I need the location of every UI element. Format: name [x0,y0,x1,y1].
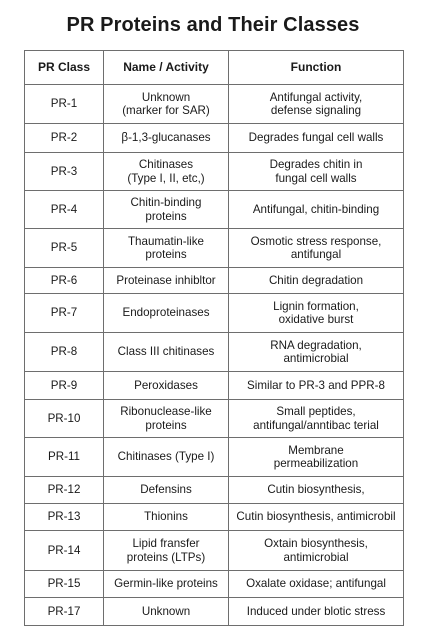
function-cell: Cutin biosynthesis, [229,477,404,504]
function-cell: Induced under blotic stress [229,598,404,626]
function-cell: Lignin formation, oxidative burst [229,294,404,333]
pr-class-cell: PR-12 [25,477,104,504]
name-activity-cell: Chitinases (Type I) [104,438,229,477]
name-activity-cell: Thionins [104,504,229,531]
pr-class-cell: PR-5 [25,229,104,268]
table-row [25,333,404,372]
name-activity-cell: Peroxidases [104,372,229,400]
pr-class-cell: PR-15 [25,571,104,598]
name-activity-cell: Thaumatin-like proteins [104,229,229,268]
pr-class-cell: PR-10 [25,400,104,438]
name-activity-cell: Class III chitinases [104,333,229,372]
table-header-row [25,51,404,85]
function-cell: Antifungal activity, defense signaling [229,85,404,124]
name-activity-cell: Chitin-binding proteins [104,191,229,229]
table-row [25,268,404,294]
table-row [25,85,404,124]
name-activity-cell: Germin-like proteins [104,571,229,598]
table-row [25,400,404,438]
pr-class-cell: PR-3 [25,153,104,191]
table-row [25,598,404,626]
name-activity-cell: Proteinase inhibltor [104,268,229,294]
pr-class-cell: PR-14 [25,531,104,571]
function-cell: Cutin biosynthesis, antimicrobil [229,504,404,531]
pr-proteins-table [24,50,404,626]
table-row [25,438,404,477]
table-row [25,504,404,531]
function-cell: Small peptides, antifungal/anntibac terial [229,400,404,438]
table-row [25,477,404,504]
name-activity-cell: Endoproteinases [104,294,229,333]
function-cell: Chitin degradation [229,268,404,294]
name-activity-cell: Ribonuclease-like proteins [104,400,229,438]
pr-class-cell: PR-1 [25,85,104,124]
name-activity-cell: Unknown [104,598,229,626]
pr-class-cell: PR-7 [25,294,104,333]
function-cell: Antifungal, chitin-binding [229,191,404,229]
name-activity-cell: Unknown (marker for SAR) [104,85,229,124]
function-cell: RNA degradation, antimicrobial [229,333,404,372]
function-cell: Membrane permeabilization [229,438,404,477]
name-activity-cell: Lipid fransfer proteins (LTPs) [104,531,229,571]
function-cell: Oxtain biosynthesis, antimicrobial [229,531,404,571]
function-cell: Degrades fungal cell walls [229,124,404,153]
table-row [25,531,404,571]
table-row [25,124,404,153]
table-row [25,153,404,191]
name-activity-cell: β-1,3-glucanases [104,124,229,153]
column-header-function: Function [229,51,404,85]
pr-class-cell: PR-13 [25,504,104,531]
name-activity-cell: Defensins [104,477,229,504]
function-cell: Similar to PR-3 and PPR-8 [229,372,404,400]
name-activity-cell: Chitinases (Type I, II, etc,) [104,153,229,191]
column-header-pr-class: PR Class [25,51,104,85]
function-cell: Degrades chitin in fungal cell walls [229,153,404,191]
table-row [25,571,404,598]
function-cell: Osmotic stress response, antifungal [229,229,404,268]
pr-class-cell: PR-4 [25,191,104,229]
table-row [25,191,404,229]
pr-class-cell: PR-6 [25,268,104,294]
table-row [25,229,404,268]
table-row [25,294,404,333]
pr-class-cell: PR-8 [25,333,104,372]
column-header-name-activity: Name / Activity [104,51,229,85]
pr-class-cell: PR-17 [25,598,104,626]
pr-class-cell: PR-2 [25,124,104,153]
page-title: PR Proteins and Their Classes [66,14,360,36]
table-row [25,372,404,400]
pr-class-cell: PR-9 [25,372,104,400]
pr-class-cell: PR-11 [25,438,104,477]
function-cell: Oxalate oxidase; antifungal [229,571,404,598]
